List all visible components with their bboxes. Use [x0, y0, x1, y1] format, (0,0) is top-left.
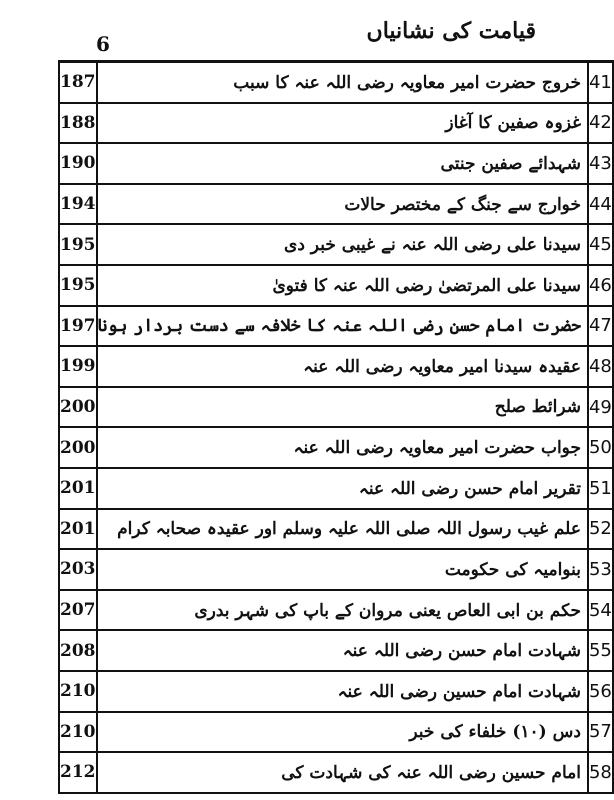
toc-entry-number: 52: [588, 509, 613, 550]
toc-row: [59, 143, 613, 184]
toc-entry-number: 58: [588, 752, 613, 793]
toc-entry-number: 51: [588, 468, 613, 509]
toc-row: [59, 671, 613, 712]
toc-row: [59, 265, 613, 306]
toc-page-number: 194: [59, 184, 97, 225]
toc-body: [59, 62, 613, 793]
toc-entry-number: 54: [588, 590, 613, 631]
toc-row: [59, 630, 613, 671]
toc-table: [58, 60, 614, 794]
toc-entry-title: خروج حضرت امیر معاویہ رضی اللہ عنہ کا سبب: [97, 62, 588, 103]
toc-page-number: 197: [59, 306, 97, 347]
toc-entry-title: عقیدہ سیدنا امیر معاویہ رضی اللہ عنہ: [97, 346, 588, 387]
running-title: قیامت کی نشانیاں: [366, 18, 536, 44]
toc-page-number: 208: [59, 630, 97, 671]
toc-page-number: 203: [59, 549, 97, 590]
toc-row: [59, 387, 613, 428]
toc-page-number: 210: [59, 671, 97, 712]
toc-entry-number: 49: [588, 387, 613, 428]
toc-entry-number: 55: [588, 630, 613, 671]
toc-entry-number: 41: [588, 62, 613, 103]
toc-entry-title: خوارج سے جنگ کے مختصر حالات: [97, 184, 588, 225]
toc-entry-title: شہدائے صفین جنتی: [97, 143, 588, 184]
toc-entry-number: 45: [588, 224, 613, 265]
toc-page-number: 187: [59, 62, 97, 103]
toc-entry-number: 50: [588, 427, 613, 468]
toc-page-number: 201: [59, 509, 97, 550]
toc-page-number: 199: [59, 346, 97, 387]
toc-entry-number: 42: [588, 103, 613, 144]
toc-entry-title: غزوہ صفین کا آغاز: [97, 103, 588, 144]
toc-row: [59, 509, 613, 550]
toc-row: [59, 468, 613, 509]
toc-row: [59, 184, 613, 225]
toc-entry-number: 43: [588, 143, 613, 184]
toc-entry-number: 47: [588, 306, 613, 347]
toc-row: [59, 103, 613, 144]
toc-page-number: 200: [59, 427, 97, 468]
toc-page-number: 188: [59, 103, 97, 144]
toc-page-number: 200: [59, 387, 97, 428]
toc-entry-title: سیدنا علی رضی اللہ عنہ نے غیبی خبر دی: [97, 224, 588, 265]
toc-entry-title: امام حسین رضی اللہ عنہ کی شہادت کی: [97, 752, 588, 793]
toc-entry-number: 48: [588, 346, 613, 387]
toc-page-number: 201: [59, 468, 97, 509]
toc-entry-number: 53: [588, 549, 613, 590]
toc-entry-title: تقریر امام حسن رضی اللہ عنہ: [97, 468, 588, 509]
toc-page-number: 210: [59, 712, 97, 753]
toc-page-number: 195: [59, 265, 97, 306]
toc-entry-title: علم غیب رسول اللہ صلی اللہ علیہ وسلم اور عقیدہ صحابہ کرام: [97, 509, 588, 550]
toc-entry-title: بنوامیہ کی حکومت: [97, 549, 588, 590]
toc-page-number: 195: [59, 224, 97, 265]
toc-entry-title: شہادت امام حسن رضی اللہ عنہ: [97, 630, 588, 671]
toc-row: [59, 427, 613, 468]
toc-entry-title: حضرت امام حسن رضی اللہ عنہ کا خلافہ سے دست بردار ہونا: [97, 306, 588, 347]
toc-row: [59, 590, 613, 631]
toc-entry-title: شرائط صلح: [97, 387, 588, 428]
toc-row: [59, 224, 613, 265]
page-number: 6: [96, 32, 110, 56]
toc-entry-number: 44: [588, 184, 613, 225]
toc-entry-title: حکم بن ابی العاص یعنی مروان کے باپ کی شہر بدری: [97, 590, 588, 631]
toc-page-number: 207: [59, 590, 97, 631]
toc-row: [59, 62, 613, 103]
toc-entry-number: 57: [588, 712, 613, 753]
toc-row: [59, 306, 613, 347]
toc-entry-title: دس (١٠) خلفاء کی خبر: [97, 712, 588, 753]
toc-row: [59, 752, 613, 793]
toc-entry-title: شہادت امام حسین رضی اللہ عنہ: [97, 671, 588, 712]
toc-entry-number: 56: [588, 671, 613, 712]
toc-page-number: 190: [59, 143, 97, 184]
toc-row: [59, 549, 613, 590]
toc-entry-title: سیدنا علی المرتضیٰ رضی اللہ عنہ کا فتویٰ: [97, 265, 588, 306]
toc-entry-title: جواب حضرت امیر معاویہ رضی اللہ عنہ: [97, 427, 588, 468]
toc-row: [59, 346, 613, 387]
toc-page-number: 212: [59, 752, 97, 793]
toc-entry-number: 46: [588, 265, 613, 306]
toc-row: [59, 712, 613, 753]
